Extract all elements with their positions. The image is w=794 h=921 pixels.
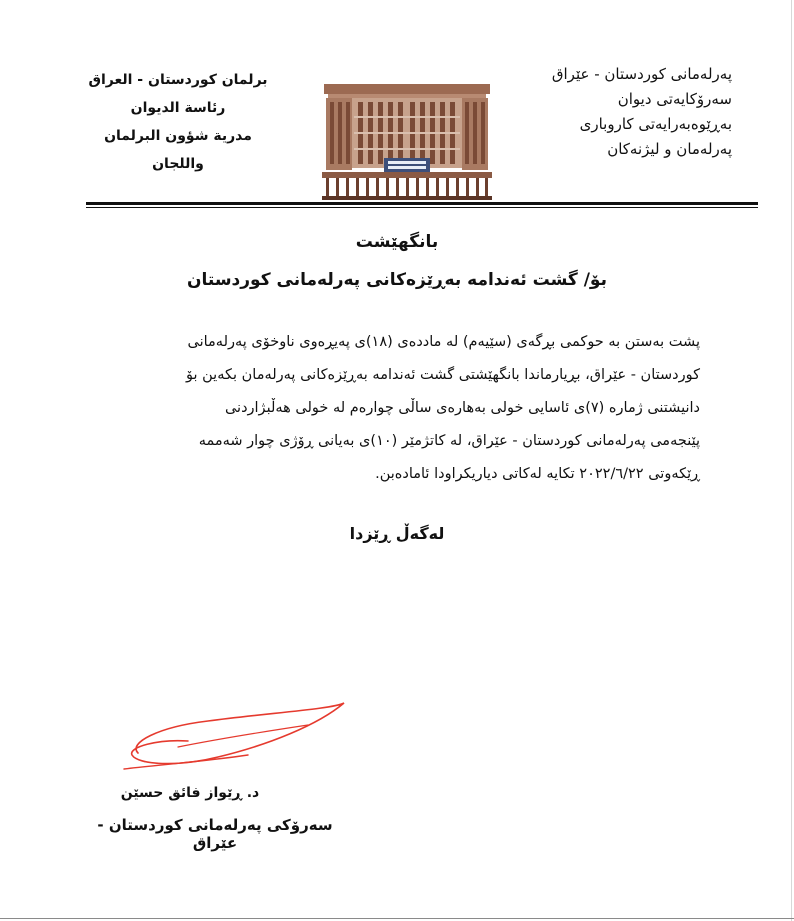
parliament-building-logo — [322, 82, 492, 200]
arabic-line-2: رئاسة الديوان — [130, 100, 226, 116]
letterhead-line-3: بەڕێوەبەرایەتی کاروباری — [579, 115, 732, 133]
page-edge-right — [791, 0, 792, 921]
letter-recipient: بۆ/ گشت ئەندامە بەڕێزەکانی پەرلەمانی کوردستان — [187, 270, 607, 290]
arabic-line-3: مدرية شؤون البرلمان واللجان — [104, 128, 252, 172]
body-line-1: پشت بەستن بە حوکمی بڕگەی (سێیەم) لە ماددەی (١٨)ی پەیڕەوی ناوخۆی پەرلەمانی — [187, 334, 700, 350]
header-divider-thick — [86, 202, 758, 205]
body-line-2: کوردستان - عێراق، بڕیارماندا بانگهێشتی گشت ئەندامە بەڕێزەکانی پەرلەمان بکەین بۆ — [186, 367, 700, 383]
body-line-5: ڕێکەوتی ٢٠٢٢/٦/٢٢ تکایە لەکاتی دیاریکراودا ئامادەبن. — [375, 466, 700, 482]
arabic-letterhead — [78, 66, 278, 178]
letterhead-line-4: پەرلەمان و لیژنەکان — [607, 140, 732, 158]
kurdish-letterhead — [472, 62, 732, 162]
page-edge-bottom — [0, 918, 794, 919]
letter-title: بانگهێشت — [355, 232, 439, 252]
letterhead-line-2: سەرۆکایەتی دیوان — [617, 90, 732, 108]
signatory-name: د. ڕێواز فائق حسێن — [120, 785, 260, 801]
arabic-line-1: برلمان كوردستان - العراق — [88, 72, 268, 88]
body-line-4: پێنجەمی پەرلەمانی کوردستان - عێراق، لە کاتژمێر (١٠)ی بەیانی ڕۆژی چوار شەممە — [198, 433, 700, 449]
header-divider-thin — [86, 207, 758, 208]
letterhead-line-1: پەرلەمانی کوردستان - عێراق — [551, 65, 732, 83]
letter-body — [114, 326, 700, 491]
handwritten-signature — [118, 695, 348, 775]
body-line-3: دانیشتنی ژمارە (٧)ی ئاسایی خولی بەهارەی ساڵی چوارەم لە خولی هەڵبژاردنی — [224, 400, 700, 416]
signatory-title: سەرۆکی پەرلەمانی کوردستان - عێراق — [97, 816, 333, 852]
closing-regards: لەگەڵ ڕێزدا — [349, 524, 445, 543]
